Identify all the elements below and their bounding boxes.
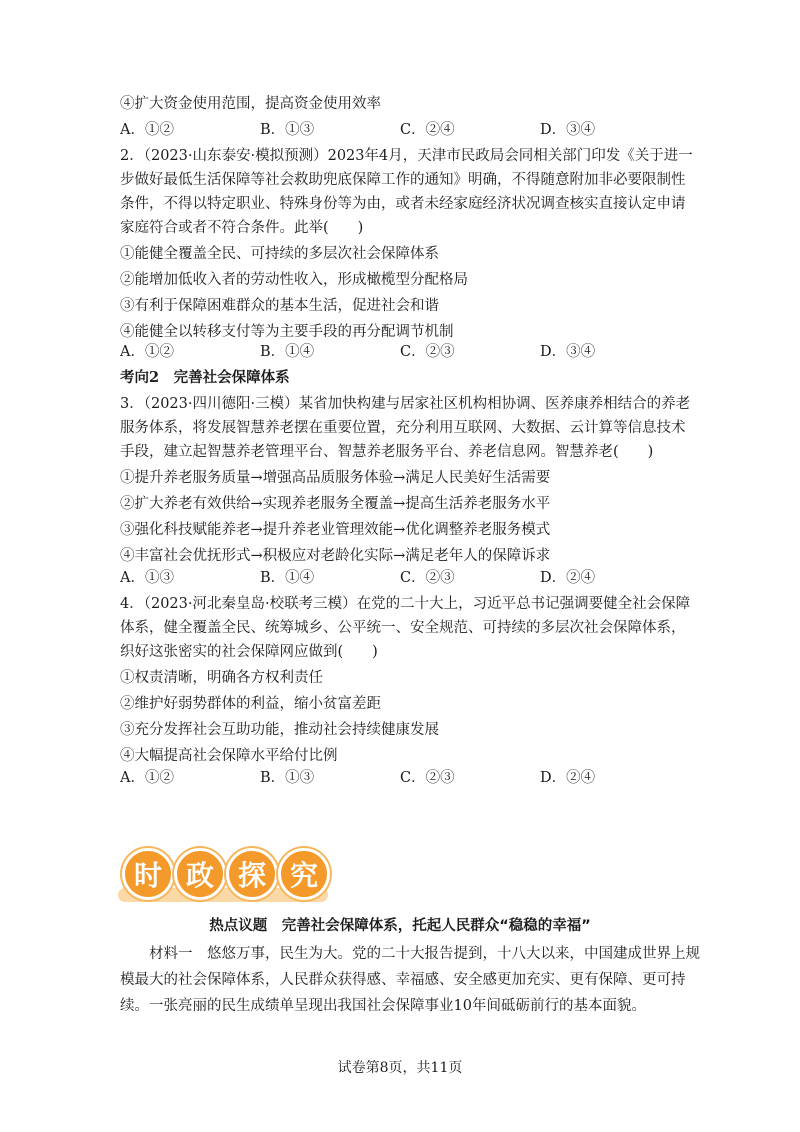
q3-option-c: C．②③ xyxy=(400,570,455,586)
q3-options xyxy=(120,566,680,590)
q2-item: ③有利于保障困难群众的基本生活，促进社会和谐 xyxy=(120,298,439,314)
banner-char: 政 xyxy=(185,859,214,892)
q2-stem-line: 步做好最低生活保障等社会救助兜底保障工作的通知》明确，不得随意附加非必要限制性 xyxy=(120,172,686,188)
q2-item: ②能增加低收入者的劳动性收入，形成橄榄型分配格局 xyxy=(120,272,468,288)
current-affairs-banner xyxy=(118,842,328,906)
q4-options xyxy=(120,766,680,790)
q2-stem-line: 2．（2023·山东泰安·模拟预测）2023年4月，天津市民政局会同相关部门印发《关于进一 xyxy=(120,148,693,164)
topic-title: 热点议题 完善社会保障体系，托起人民群众“稳稳的幸福” xyxy=(209,918,591,934)
banner-char-tile xyxy=(174,848,226,900)
banner-char-tile xyxy=(278,848,330,900)
q1-option-b: B．①③ xyxy=(260,122,315,138)
q2-option-c: C．②③ xyxy=(400,344,455,360)
q4-stem-line: 4．（2023·河北秦皇岛·校联考三模）在党的二十大上，习近平总书记强调要健全社会保障 xyxy=(120,596,691,612)
q3-stem-line: 3．（2023·四川德阳·三模）某省加快构建与居家社区机构相协调、医养康养相结合的养老 xyxy=(120,396,691,412)
q3-option-a: A．①③ xyxy=(120,570,174,586)
q2-options xyxy=(120,340,680,364)
banner-char-tile xyxy=(122,848,174,900)
q3-item: ④丰富社会优抚形式→积极应对老龄化实际→满足老年人的保障诉求 xyxy=(120,548,551,564)
material-line: 续。一张亮丽的民生成绩单呈现出我国社会保障事业10年间砥砺前行的基本面貌。 xyxy=(120,998,646,1014)
q2-item: ④能健全以转移支付等为主要手段的再分配调节机制 xyxy=(120,324,454,340)
q4-stem-line: 织好这张密实的社会保障网应做到( ) xyxy=(120,644,378,660)
q4-item: ③充分发挥社会互助功能，推动社会持续健康发展 xyxy=(120,722,439,738)
q4-option-d: D．②④ xyxy=(540,770,596,786)
q1-option-a: A．①② xyxy=(120,122,174,138)
banner-char: 探 xyxy=(237,859,266,892)
q3-option-b: B．①④ xyxy=(260,570,315,586)
q3-item: ①提升养老服务质量→增强高品质服务体验→满足人民美好生活需要 xyxy=(120,470,551,486)
q4-option-c: C．②③ xyxy=(400,770,455,786)
q2-option-b: B．①④ xyxy=(260,344,315,360)
q2-stem-line: 条件，不得以特定职业、特殊身份等为由，或者未经家庭经济状况调查核实直接认定申请 xyxy=(120,196,686,212)
page-footer: 试卷第8页，共11页 xyxy=(337,1060,463,1076)
q1-option-d: D．③④ xyxy=(540,122,596,138)
material-line: 模最大的社会保障体系，人民群众获得感、幸福感、安全感更加充实、更有保障、更可持 xyxy=(120,972,686,988)
q1-options xyxy=(120,118,680,142)
banner-char-tile xyxy=(226,848,278,900)
q2-option-d: D．③④ xyxy=(540,344,596,360)
q3-item: ②扩大养老有效供给→实现养老服务全覆盖→提高生活养老服务水平 xyxy=(120,496,551,512)
q3-stem-line: 服务体系，将发展智慧养老摆在重要位置，充分利用互联网、大数据、云计算等信息技术 xyxy=(120,420,686,436)
q4-stem-line: 体系，健全覆盖全民、统筹城乡、公平统一、安全规范、可持续的多层次社会保障体系， xyxy=(120,620,686,636)
q1-item-4: ④扩大资金使用范围，提高资金使用效率 xyxy=(120,96,381,112)
material-line: 材料一 悠悠万事，民生为大。党的二十大报告提到，十八大以来，中国建成世界上规 xyxy=(120,946,700,962)
q4-option-a: A．①② xyxy=(120,770,174,786)
section-heading: 考向2 完善社会保障体系 xyxy=(120,369,290,386)
q2-option-a: A．①② xyxy=(120,344,174,360)
q4-item: ④大幅提高社会保障水平给付比例 xyxy=(120,748,338,764)
q3-item: ③强化科技赋能养老→提升养老业管理效能→优化调整养老服务模式 xyxy=(120,522,551,538)
banner-char: 究 xyxy=(289,859,318,892)
q4-item: ①权责清晰，明确各方权利责任 xyxy=(120,670,323,686)
q2-stem-line: 家庭符合或者不符合条件。此举( ) xyxy=(120,220,364,236)
q1-option-c: C．②④ xyxy=(400,122,455,138)
q3-option-d: D．②④ xyxy=(540,570,596,586)
q2-item: ①能健全覆盖全民、可持续的多层次社会保障体系 xyxy=(120,246,439,262)
q4-item: ②维护好弱势群体的利益，缩小贫富差距 xyxy=(120,696,381,712)
q3-stem-line: 手段，建立起智慧养老管理平台、智慧养老服务平台、养老信息网。智慧养老( ) xyxy=(120,444,654,460)
banner-char: 时 xyxy=(133,859,162,892)
q4-option-b: B．①③ xyxy=(260,770,315,786)
